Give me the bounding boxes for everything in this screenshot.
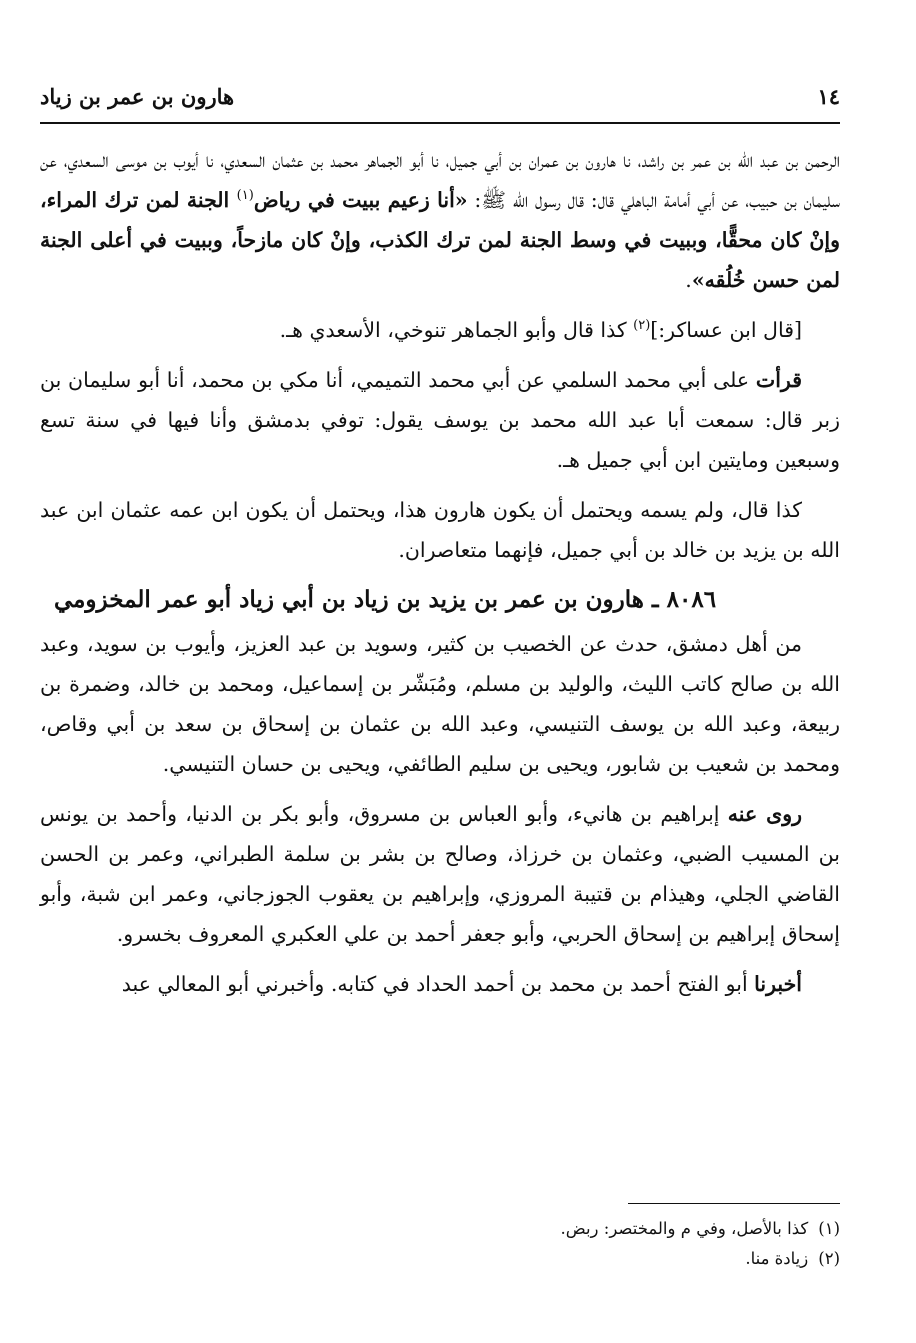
hadith-matn-start: «أنا زعيم ببيت في رياض [253, 188, 468, 212]
footnote-number: (١) [818, 1219, 840, 1238]
page-header [40, 76, 840, 116]
keyword-akhbarana: أخبرنا [754, 972, 802, 996]
footnote-1 [40, 1214, 840, 1244]
paragraph-akhbarana [40, 964, 840, 1004]
hadith-isnad: الرحمن بن عبد الله بن عمر بن راشد، نا هارون بن عمران بن أبي جميل، نا أبو الجماهر محمد بن عثمان السعدي، نا أيوب بن موسى السعدي، عن سليمان بن حبيب، عن أبي أمامة الباهلي قال: قال رسول الله ﷺ: [40, 148, 841, 212]
ibn-asakir-note: كذا قال وأبو الجماهر تنوخي، الأسعدي هـ. [279, 318, 634, 342]
main-text [40, 140, 840, 1014]
biography-heading: ٨٠٨٦ ـ هارون بن عمر بن يزيد بن زياد بن أبي زياد أبو عمر المخزومي [53, 586, 717, 613]
footnote-divider [628, 1203, 840, 1204]
page-number: ١٤ [817, 83, 840, 109]
footnote-number: (٢) [818, 1249, 840, 1268]
paragraph-kadha-qal [40, 490, 840, 570]
paragraph-hadith [40, 140, 840, 300]
paragraph-qara-tu [40, 360, 840, 480]
kadha-qal-text: كذا قال، ولم يسمه ويحتمل أن يكون هارون هذا، ويحتمل أن يكون ابن عمه عثمان ابن عبد الله بن يزيد بن خالد بن أبي جميل، فإنهما متعاصران. [40, 498, 840, 562]
hadith-end-period: . [685, 268, 692, 292]
footnote-text: كذا بالأصل، وفي م والمختصر: ربض. [560, 1219, 809, 1238]
header-divider [40, 122, 840, 124]
running-title: هارون بن عمر بن زياد [40, 83, 235, 109]
keyword-rawa-anhu: روى عنه [727, 802, 802, 826]
paragraph-ibn-asakir [40, 310, 840, 350]
paragraph-students [40, 794, 840, 954]
footnote-ref-1: (١) [236, 188, 254, 204]
akhbarana-text: أبو الفتح أحمد بن محمد بن أحمد الحداد في كتابه. وأخبرني أبو المعالي عبد [121, 972, 755, 996]
paragraph-teachers [40, 624, 840, 784]
footnote-text: زيادة منا. [745, 1249, 809, 1268]
students-text: إبراهيم بن هانيء، وأبو العباس بن مسروق، وأبو بكر بن الدنيا، وأحمد بن يونس بن المسيب الضبي، وعثمان بن خرزاذ، وصالح بن بشر بن سلمة الطبراني، وعمر بن الحسن القاضي الجلي، وهيذام بن قتيبة المروزي، وإبراهيم بن يعقوب الجوزجاني، وعمر ابن شبة، وأبو إسحاق إبراهيم بن إسحاق الحربي، وأبو جعفر أحمد بن علي العكبري المعروف بخسرو. [40, 802, 840, 946]
ibn-asakir-bracket: [قال ابن عساكر:] [650, 318, 802, 342]
footnote-2 [40, 1244, 840, 1274]
footnotes [40, 1214, 840, 1274]
qara-tu-text: على أبي محمد السلمي عن أبي محمد التميمي، أنا مكي بن محمد، أنا أبو سليمان بن زبر قال: سمعت أبا عبد الله محمد بن يوسف يقول: توفي بدمشق وأنا فيها في سنة تسع وسبعين ومايتين ابن أبي جميل هـ. [40, 368, 840, 472]
teachers-text: من أهل دمشق، حدث عن الخصيب بن كثير، وسويد بن عبد العزيز، وأيوب بن سويد، وعبد الله بن صالح كاتب الليث، والوليد بن مسلم، ومُبَشّر بن إسماعيل، ومحمد بن خالد، وضمرة بن ربيعة، وعبد الله بن يوسف التنيسي، وعبد الله بن عثمان بن إسحاق بن سعد بن أبي وقاص، ومحمد بن شعيب بن شابور، ويحيى بن سليم الطائفي، ويحيى بن حسان التنيسي. [40, 632, 840, 776]
keyword-qara-tu: قرأت [755, 368, 802, 392]
footnote-ref-2: (٢) [633, 318, 651, 334]
hadith-matn-end: الجنة لمن ترك المراء، وإنْ كان محقًّا، وببيت في وسط الجنة لمن ترك الكذب، وإنْ كان مازحاً، وببيت في أعلى الجنة لمن حسن خُلُقه» [40, 188, 840, 292]
